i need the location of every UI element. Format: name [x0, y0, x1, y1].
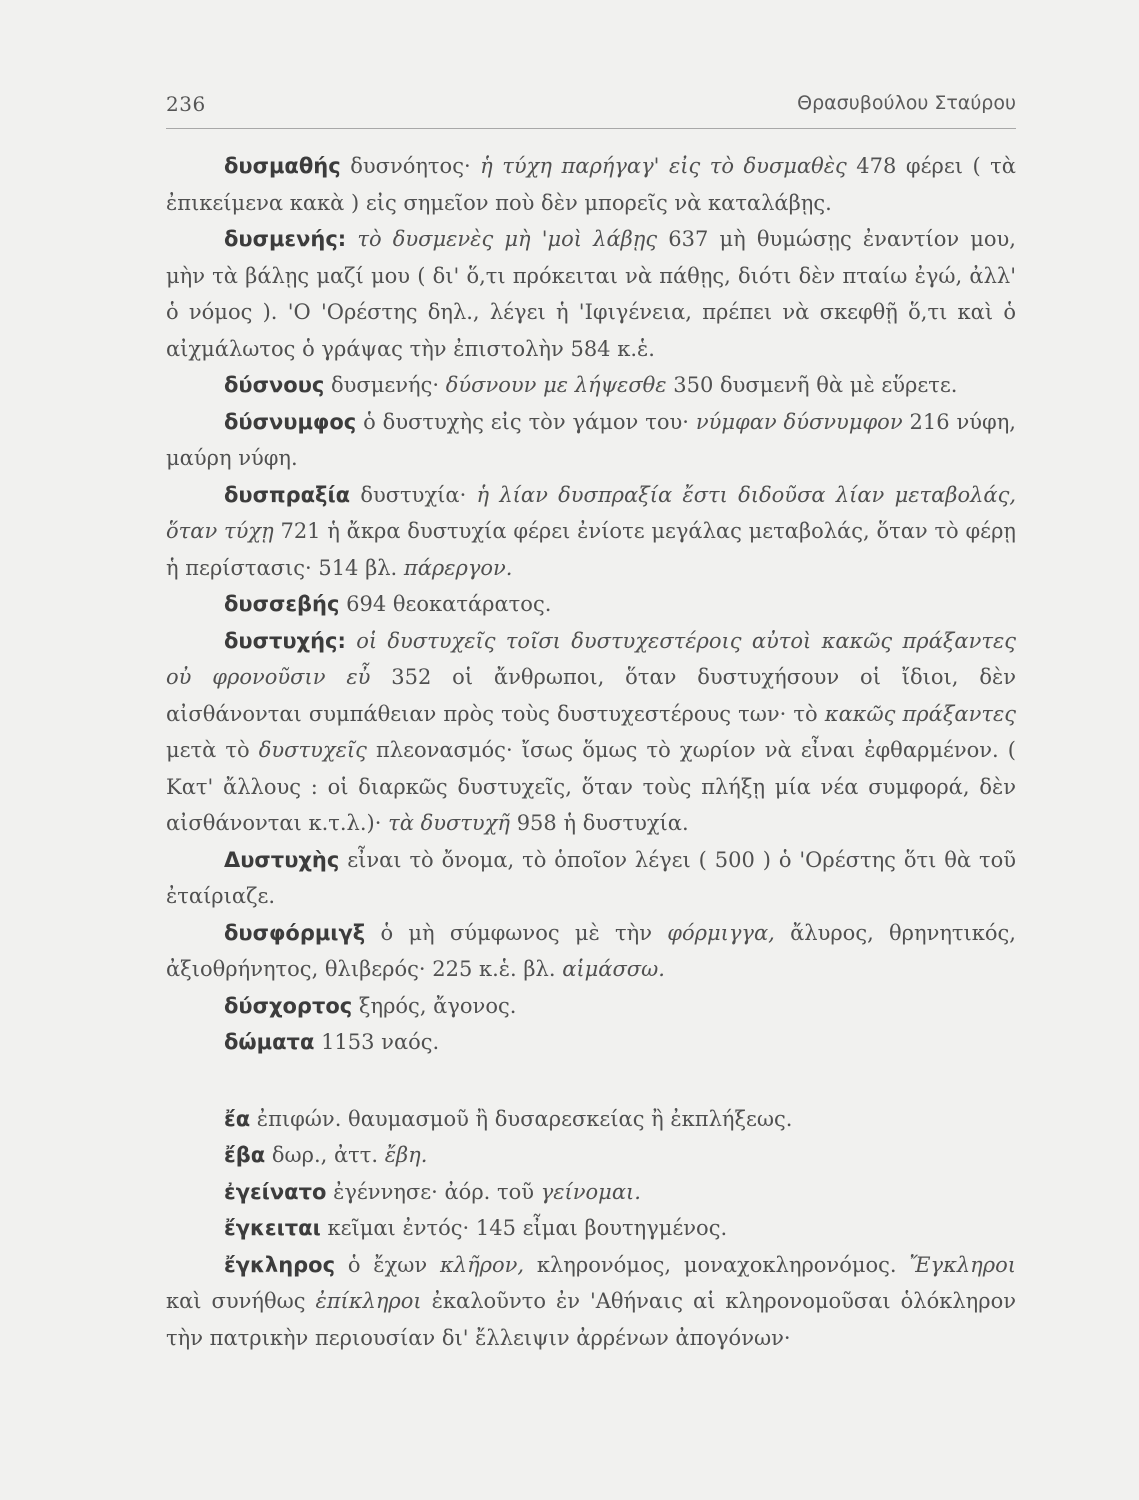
entry-quotation: γείνομαι.	[540, 1179, 641, 1204]
entry-definition: 721 ἡ ἄκρα δυστυχία φέρει ἐνίοτε μεγάλας μεταβολάς, ὅταν τὸ φέρῃ ἡ περίστασις· 514 βλ.	[166, 519, 1016, 580]
entry-definition: κληρονόμος, μοναχοκληρονόμος.	[524, 1252, 910, 1277]
entry-quotation: ἡ λίαν δυσπραξία ἔστι διδοῦσα λίαν μεταβολάς, ὅταν τύχῃ	[166, 482, 1017, 543]
entry-quotation: οἱ δυστυχεῖς τοῖσι δυστυχεστέροις αὐτοὶ κακῶς πράξαντες οὐ φρονοῦσιν εὖ	[166, 628, 1016, 689]
entry-definition: 350 δυσμενῆ θὰ μὲ εὕρετε.	[666, 373, 958, 397]
entry-headword: δυσσεβής	[224, 592, 340, 616]
entry-headword: δώματα	[224, 1030, 315, 1054]
dictionary-entry	[166, 1101, 1016, 1138]
dictionary-entry	[166, 915, 1016, 988]
entry-quotation: τὸ δυσμενὲς μὴ 'μοὶ λάβῃς	[346, 227, 658, 251]
dictionary-entry	[166, 623, 1016, 842]
page-number: 236	[166, 92, 206, 116]
entry-definition: δυσμενής·	[324, 373, 446, 397]
dictionary-entry	[166, 1024, 1016, 1061]
entry-quotation: φόρμιγγα,	[667, 920, 775, 945]
entry-definition: ὁ δυστυχὴς εἰς τὸν γάμον του·	[356, 409, 696, 434]
dictionary-entry	[166, 586, 1016, 623]
entry-definition: ξηρός, ἄγονος.	[352, 993, 517, 1018]
dictionary-entry	[166, 148, 1016, 221]
entry-definition: 478 φέρει ( τὰ ἐπικείμενα κακὰ ) εἰς σημεῖον ποὺ δὲν μπορεῖς νὰ καταλάβῃς.	[166, 154, 1016, 215]
entry-quotation: κλῆρον,	[439, 1252, 525, 1277]
entry-headword: δύσχορτος	[224, 993, 353, 1018]
entry-definition: εἶναι τὸ ὄνομα, τὸ ὁποῖον λέγει ( 500 ) ὁ 'Ορέστης ὅτι θὰ τοῦ ἐταίριαζε.	[166, 847, 1016, 908]
entry-headword: δυσμαθής	[224, 154, 341, 178]
entry-quotation: δύσνουν με λήψεσθε	[445, 373, 667, 397]
entry-definition: δωρ., ἀττ.	[265, 1143, 385, 1167]
dictionary-entry	[166, 842, 1016, 915]
entry-definition: δυστυχία·	[350, 482, 477, 507]
entry-quotation: ἐπίκληροι	[315, 1289, 422, 1313]
entry-quotation: νύμφαν δύσνυμφον	[695, 409, 903, 434]
entry-headword: ἔα	[224, 1106, 251, 1131]
entry-definition: 958 ἡ δυστυχία.	[510, 811, 689, 835]
entry-definition: 352 οἱ ἄνθρωποι, ὅταν δυστυχήσουν οἱ ἴδιοι, δὲν αἰσθάνονται συμπάθειαν πρὸς τοὺς δυστυχεστέρους των· τὸ	[166, 665, 1016, 726]
dictionary-entry	[166, 988, 1016, 1025]
entry-definition: 637 μὴ θυμώσῃς ἐναντίον μου, μὴν τὰ βάλῃς μαζί μου ( δι' ὅ,τι πρόκειται νὰ πάθῃς, διότι δὲν πταίω ἐγώ, ἀλλ' ὁ νόμος ). 'Ο 'Ορέστης δηλ., λέγει ἡ 'Ιφιγένεια, πρέπει νὰ σκεφθῇ ὅ,τι καὶ ὁ αἰχμάλωτος ὁ γράψας τὴν ἐπιστολὴν 584 κ.ἑ.	[166, 227, 1016, 361]
entry-headword: δυστυχής:	[224, 628, 346, 653]
entry-definition: ἐγέννησε· ἀόρ. τοῦ	[326, 1179, 541, 1204]
entry-definition: ἄλυρος, θρηνητικός, ἀξιοθρήνητος, θλιβερός· 225 κ.ἑ. βλ.	[166, 920, 1016, 981]
entry-definition: κεῖμαι ἐντός· 145 εἶμαι βουτηγμένος.	[320, 1216, 728, 1240]
entry-headword: δυσφόρμιγξ	[224, 920, 366, 945]
entry-quotation: ἔβη.	[384, 1143, 428, 1167]
entries-group-epsilon	[166, 1101, 1016, 1357]
entry-headword: δυσμενής:	[224, 227, 347, 251]
dictionary-entry	[166, 1137, 1016, 1174]
dictionary-entries	[166, 148, 1016, 1356]
entry-definition: 694 θεοκατάρατος.	[339, 592, 552, 616]
section-gap	[166, 1061, 1016, 1101]
entry-quotation: κακῶς πράξαντες	[824, 701, 1016, 726]
entry-definition: καὶ συνήθως	[166, 1289, 316, 1313]
entry-definition: ἐκαλοῦντο ἐν 'Αθήναις αἱ κληρονομοῦσαι ὁλόκληρον τὴν πατρικὴν περιουσίαν δι' ἔλλειψιν ἀρρένων ἀπογόνων·	[166, 1289, 1016, 1350]
entry-definition: δυσνόητος·	[340, 154, 481, 178]
entry-definition: ὁ ἔχων	[335, 1252, 440, 1277]
running-header	[166, 88, 1016, 129]
entry-headword: ἔγκειται	[224, 1216, 321, 1240]
entry-headword: δύσνυμφος	[224, 409, 357, 434]
entry-headword: ἔβα	[224, 1143, 266, 1167]
entry-quotation: Ἔγκληροι	[909, 1252, 1016, 1277]
entry-headword: δύσνους	[224, 373, 325, 397]
entry-quotation: αἱμάσσω.	[562, 957, 665, 981]
entry-definition: πλεονασμός· ἴσως ὅμως τὸ χωρίον νὰ εἶναι ἐφθαρμένον. ( Κατ' ἄλλους : οἱ διαρκῶς δυστυχεῖς, ὅταν τοὺς πλήξῃ μία νέα συμφορά, δὲν αἰσθάνονται κ.τ.λ.)·	[166, 738, 1017, 835]
entry-quotation: δυστυχεῖς	[258, 738, 367, 762]
entry-definition: ἐπιφών. θαυμασμοῦ ἢ δυσαρεσκείας ἢ ἐκπλήξεως.	[250, 1106, 793, 1131]
dictionary-entry	[166, 367, 1016, 404]
entry-quotation: τὰ δυστυχῆ	[388, 811, 511, 835]
running-title: Θρασυβούλου Σταύρου	[797, 92, 1016, 114]
dictionary-entry	[166, 477, 1016, 587]
entries-group-delta	[166, 148, 1016, 1061]
dictionary-entry	[166, 404, 1016, 477]
entry-definition: 216 νύφη, μαύρη νύφη.	[166, 409, 1016, 470]
dictionary-entry	[166, 1247, 1016, 1357]
entry-quotation: ἡ τύχη παρήγαγ' εἰς τὸ δυσμαθὲς	[480, 154, 847, 178]
entry-definition: ὁ μὴ σύμφωνος μὲ τὴν	[365, 920, 668, 945]
dictionary-entry	[166, 1210, 1016, 1247]
entry-headword: δυσπραξία	[224, 482, 351, 507]
entry-headword: ἐγείνατο	[224, 1179, 327, 1204]
entry-headword: ἔγκληρος	[224, 1252, 336, 1277]
entry-headword: Δυστυχὴς	[224, 847, 340, 872]
entry-definition: 1153 ναός.	[314, 1030, 440, 1054]
dictionary-entry	[166, 1174, 1016, 1211]
entry-definition: μετὰ τὸ	[166, 738, 259, 762]
dictionary-entry	[166, 221, 1016, 367]
entry-quotation: πάρεργον.	[403, 555, 513, 580]
